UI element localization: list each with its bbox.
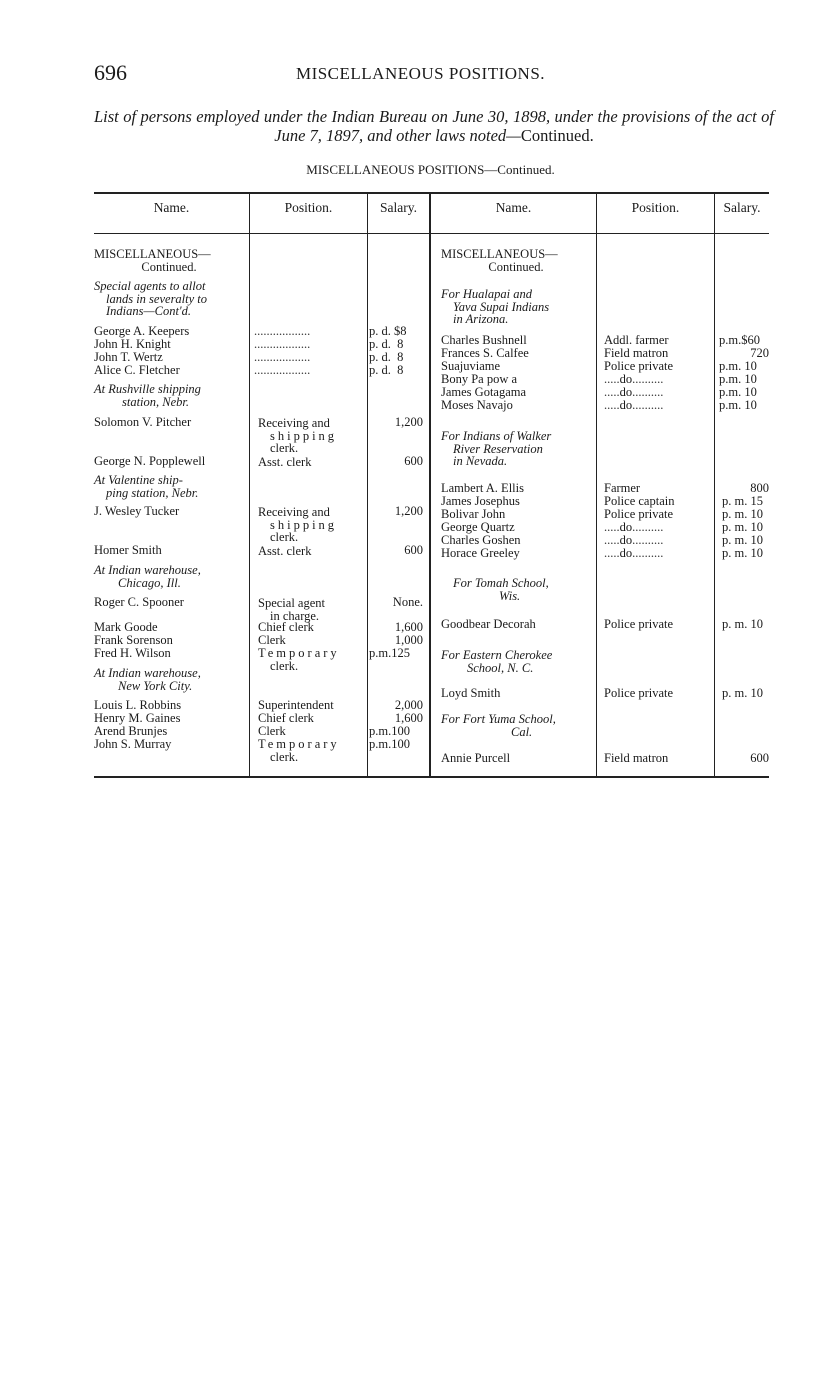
column-rule bbox=[249, 192, 250, 777]
entry-salary: 800 bbox=[750, 481, 769, 495]
entry-position: Clerk bbox=[258, 633, 286, 647]
entry-salary: p.m.$60 bbox=[719, 333, 760, 347]
group-heading: MISCELLANEOUS— Continued. bbox=[441, 247, 558, 274]
subgroup-new-york: At Indian warehouse, New York City. bbox=[94, 666, 201, 693]
entry-name: Frank Sorenson bbox=[94, 633, 173, 647]
entry-position: .....do.......... bbox=[604, 372, 664, 386]
entry-name: Charles Bushnell bbox=[441, 333, 527, 347]
entry-name: Mark Goode bbox=[94, 620, 158, 634]
entry-name: Suajuviame bbox=[441, 359, 501, 373]
entry-position: .....do.......... bbox=[604, 533, 664, 547]
entry-position: Police captain bbox=[604, 494, 675, 508]
entry-name: Moses Navajo bbox=[441, 398, 513, 412]
entry-name: John S. Murray bbox=[94, 737, 172, 751]
entry-position: Special agent in charge. bbox=[258, 596, 325, 623]
subgroup-tomah: For Tomah School, Wis. bbox=[453, 576, 549, 603]
entry-salary: None. bbox=[392, 595, 423, 609]
entry-salary: p.m. 10 bbox=[719, 398, 757, 412]
header-salary: Salary. bbox=[723, 200, 761, 215]
entry-name: Alice C. Fletcher bbox=[94, 363, 180, 377]
entry-position: Police private bbox=[604, 617, 674, 631]
entry-position: Police private bbox=[604, 359, 674, 373]
running-head: MISCELLANEOUS POSITIONS. bbox=[295, 64, 546, 83]
entry-salary: p. m. 15 bbox=[722, 494, 763, 508]
entry-position: Farmer bbox=[604, 481, 641, 495]
entry-salary: p. d. 8 bbox=[369, 363, 404, 377]
section-heading: MISCELLANEOUS POSITIONS—Continued. bbox=[306, 162, 555, 177]
entry-name: James Josephus bbox=[441, 494, 520, 508]
entry-salary: p. m. 10 bbox=[722, 533, 763, 547]
entry-name: Annie Purcell bbox=[441, 751, 511, 765]
entry-salary: 1,200 bbox=[394, 504, 423, 518]
column-rule-center bbox=[429, 192, 431, 777]
entry-name: Bony Pa pow a bbox=[441, 372, 518, 386]
entry-salary: p. m. 10 bbox=[722, 617, 763, 631]
entry-position: Temporary clerk. bbox=[258, 646, 340, 673]
subgroup-fort-yuma: For Fort Yuma School, Cal. bbox=[441, 712, 556, 739]
subgroup-hualapai: For Hualapai and Yava Supai Indians in Arizona. bbox=[441, 287, 550, 326]
table-bottom-rule bbox=[94, 776, 769, 778]
entry-position: .....do.......... bbox=[604, 385, 664, 399]
entry-name: Louis L. Robbins bbox=[94, 698, 182, 712]
header-rule bbox=[94, 233, 769, 234]
entry-name: Henry M. Gaines bbox=[94, 711, 181, 725]
entry-name: Charles Goshen bbox=[441, 533, 521, 547]
entry-position: Chief clerk bbox=[258, 711, 314, 725]
entry-position: Clerk bbox=[258, 724, 286, 738]
entry-name: John H. Knight bbox=[94, 337, 171, 351]
entry-salary: p. m. 10 bbox=[722, 546, 763, 560]
entry-name: Solomon V. Pitcher bbox=[94, 415, 192, 429]
entry-salary: p. m. 10 bbox=[722, 686, 763, 700]
entry-name: J. Wesley Tucker bbox=[94, 504, 180, 518]
entry-salary: p. m. 10 bbox=[722, 507, 763, 521]
entry-position: Police private bbox=[604, 507, 674, 521]
header-position: Position. bbox=[631, 200, 680, 215]
table-caption bbox=[94, 107, 774, 145]
entry-name: Lambert A. Ellis bbox=[441, 481, 524, 495]
leader-dots: .................. bbox=[254, 324, 311, 338]
column-rule bbox=[596, 192, 597, 777]
leader-dots: .................. bbox=[254, 337, 311, 351]
entry-position: Asst. clerk bbox=[258, 455, 312, 469]
entry-name: George A. Keepers bbox=[94, 324, 190, 338]
entry-position: Receiving and shipping clerk. bbox=[258, 416, 338, 455]
entry-salary: 1,000 bbox=[394, 633, 423, 647]
entry-salary: p. d. 8 bbox=[369, 350, 404, 364]
entry-name: Loyd Smith bbox=[441, 686, 501, 700]
entry-salary: 600 bbox=[404, 454, 423, 468]
entry-salary: 1,600 bbox=[394, 620, 423, 634]
entry-salary: p.m.100 bbox=[369, 724, 410, 738]
entry-name: Bolivar John bbox=[441, 507, 506, 521]
entry-name: Roger C. Spooner bbox=[94, 595, 184, 609]
entry-position: Receiving and shipping clerk. bbox=[258, 505, 338, 544]
entry-position: Field matron bbox=[604, 346, 669, 360]
entry-salary: p.m.100 bbox=[369, 737, 410, 751]
entry-position: .....do.......... bbox=[604, 520, 664, 534]
entry-salary: p.m. 10 bbox=[719, 385, 757, 399]
group-heading: MISCELLANEOUS— Continued. bbox=[94, 247, 211, 274]
header-name: Name. bbox=[495, 200, 532, 215]
entry-name: Horace Greeley bbox=[441, 546, 520, 560]
subgroup-walker-river: For Indians of Walker River Reservation in Nevada. bbox=[441, 429, 552, 468]
caption-italic: List of persons employed under the Indian Bureau on June 30, 1898, under the provisions of the act of June 7, 1897, and other laws noted— bbox=[94, 107, 774, 145]
entry-name: George N. Popplewell bbox=[94, 454, 206, 468]
entry-salary: 720 bbox=[750, 346, 769, 360]
subgroup-eastern-cherokee: For Eastern Cherokee School, N. C. bbox=[441, 648, 553, 675]
entry-salary: p. d. 8 bbox=[369, 337, 404, 351]
entry-name: John T. Wertz bbox=[94, 350, 163, 364]
entry-name: George Quartz bbox=[441, 520, 515, 534]
entry-salary: p.m. 10 bbox=[719, 372, 757, 386]
entry-name: Arend Brunjes bbox=[94, 724, 168, 738]
entry-salary: 2,000 bbox=[394, 698, 423, 712]
leader-dots: .................. bbox=[254, 363, 311, 377]
entry-position: Police private bbox=[604, 686, 674, 700]
entry-position: Addl. farmer bbox=[604, 333, 669, 347]
entry-salary: p. m. 10 bbox=[722, 520, 763, 534]
column-rule bbox=[367, 192, 368, 777]
entry-salary: 1,200 bbox=[394, 415, 423, 429]
entry-position: Field matron bbox=[604, 751, 669, 765]
entry-salary: p. d. $8 bbox=[369, 324, 407, 338]
entry-name: James Gotagama bbox=[441, 385, 527, 399]
subgroup-rushville: At Rushville shipping station, Nebr. bbox=[94, 382, 201, 409]
entry-position: Chief clerk bbox=[258, 620, 314, 634]
entry-name: Goodbear Decorah bbox=[441, 617, 536, 631]
header-position: Position. bbox=[284, 200, 333, 215]
entry-salary: 600 bbox=[404, 543, 423, 557]
caption-continued: Continued. bbox=[520, 126, 594, 145]
salary-table bbox=[94, 192, 769, 778]
entry-position: Temporary clerk. bbox=[258, 737, 340, 764]
entry-position: .....do.......... bbox=[604, 546, 664, 560]
entry-name: Frances S. Calfee bbox=[441, 346, 529, 360]
entry-salary: 600 bbox=[750, 751, 769, 765]
subgroup-chicago: At Indian warehouse, Chicago, Ill. bbox=[94, 563, 201, 590]
subgroup-valentine: At Valentine ship- ping station, Nebr. bbox=[94, 473, 199, 500]
leader-dots: .................. bbox=[254, 350, 311, 364]
entry-salary: p.m. 10 bbox=[719, 359, 757, 373]
entry-salary: 1,600 bbox=[394, 711, 423, 725]
header-name: Name. bbox=[153, 200, 190, 215]
page-number: 696 bbox=[94, 60, 127, 85]
entry-salary: p.m.125 bbox=[369, 646, 410, 660]
header-salary: Salary. bbox=[380, 200, 417, 215]
subgroup-special-agents: Special agents to allot lands in severalty to Indians—Cont'd. bbox=[94, 279, 208, 318]
table-top-rule bbox=[94, 192, 769, 194]
entry-name: Homer Smith bbox=[94, 543, 162, 557]
entry-name: Fred H. Wilson bbox=[94, 646, 171, 660]
entry-position: .....do.......... bbox=[604, 398, 664, 412]
entry-position: Superintendent bbox=[258, 698, 334, 712]
entry-position: Asst. clerk bbox=[258, 544, 312, 558]
